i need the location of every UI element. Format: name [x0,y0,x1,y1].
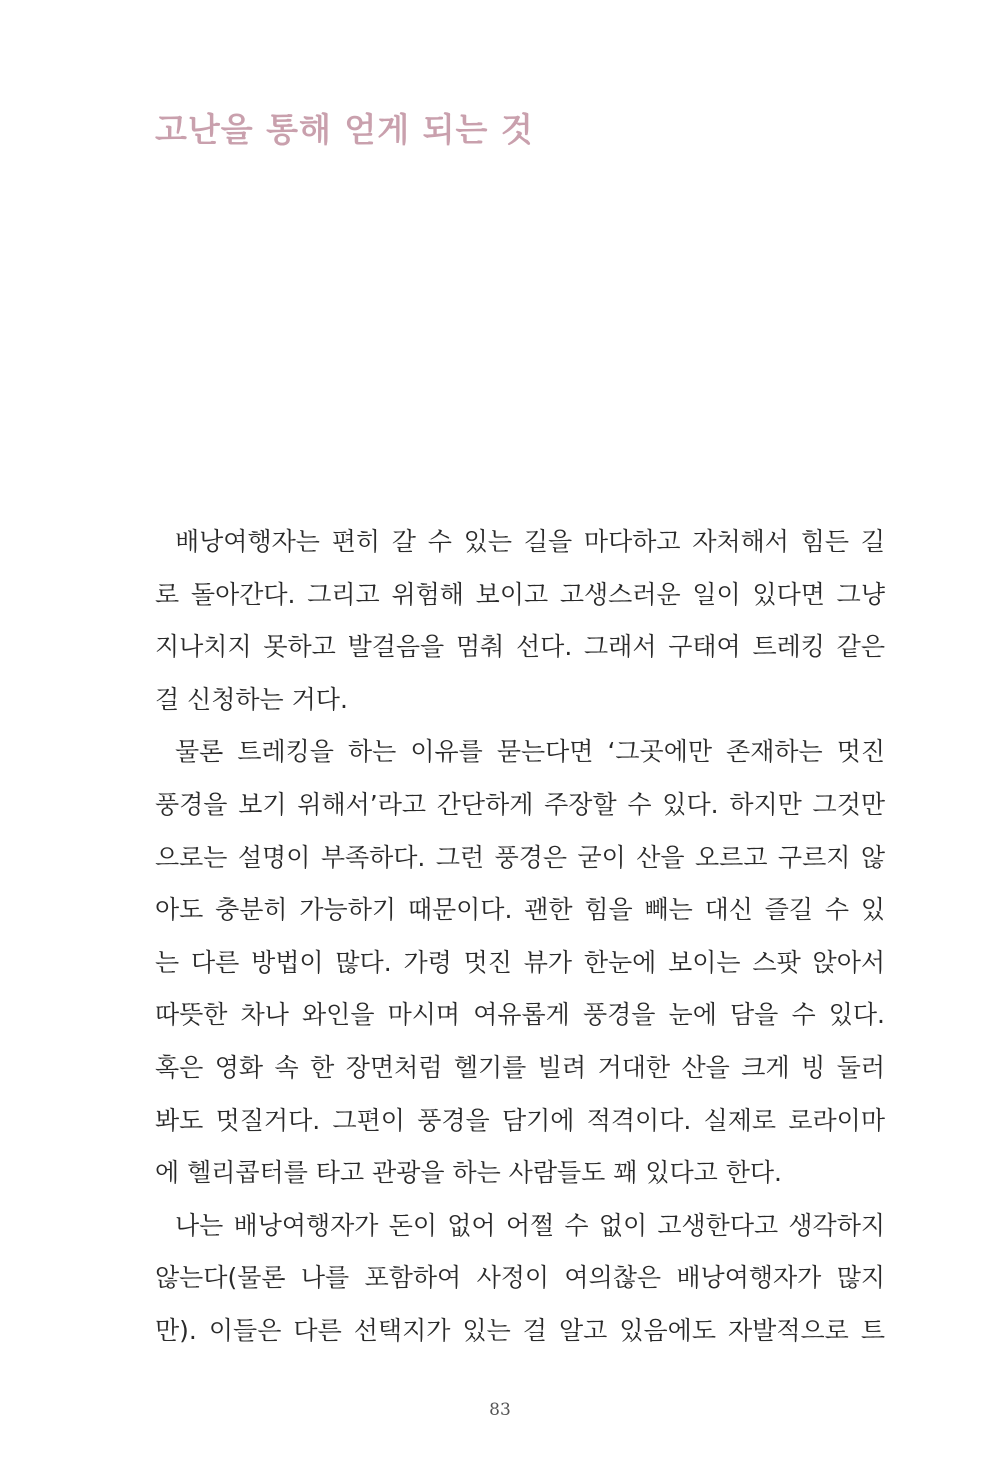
text-line: 않는다(물론 나를 포함하여 사정이 여의찮은 배낭여행자가 많지 [155,1263,885,1293]
text-line: 풍경을 보기 위해서’라고 간단하게 주장할 수 있다. 하지만 그것만 [155,789,885,819]
text-line: 는 다른 방법이 많다. 가령 멋진 뷰가 한눈에 보이는 스팟 앉아서 [155,947,885,977]
text-line: 으로는 설명이 부족하다. 그런 풍경은 굳이 산을 오르고 구르지 않 [155,842,885,872]
text-line: 걸 신청하는 거다. [155,684,348,714]
chapter-title: 고난을 통해 얻게 되는 것 [155,110,534,149]
text-line: 로 돌아간다. 그리고 위험해 보이고 고생스러운 일이 있다면 그냥 [155,579,885,609]
text-line: 배낭여행자는 편히 갈 수 있는 길을 마다하고 자처해서 힘든 길 [175,527,885,556]
text-line: 따뜻한 차나 와인을 마시며 여유롭게 풍경을 눈에 담을 수 있다. [155,1000,885,1030]
text-line: 혹은 영화 속 한 장면처럼 헬기를 빌려 거대한 산을 크게 빙 둘러 [155,1052,885,1082]
body-text [155,516,885,1358]
text-line: 만). 이들은 다른 선택지가 있는 걸 알고 있음에도 자발적으로 트 [155,1315,885,1345]
text-line: 나는 배낭여행자가 돈이 없어 어쩔 수 없이 고생한다고 생각하지 [175,1210,885,1240]
text-line: 봐도 멋질거다. 그편이 풍경을 담기에 적격이다. 실제로 로라이마 [155,1105,885,1135]
text-line: 물론 트레킹을 하는 이유를 묻는다면 ‘그곳에만 존재하는 멋진 [175,737,885,767]
text-line: 에 헬리콥터를 타고 관광을 하는 사람들도 꽤 있다고 한다. [155,1158,782,1188]
text-line: 아도 충분히 가능하기 때문이다. 괜한 힘을 빼는 대신 즐길 수 있 [155,895,885,925]
page-number: 83 [489,1400,511,1420]
text-line: 지나치지 못하고 발걸음을 멈춰 선다. 그래서 구태여 트레킹 같은 [155,632,885,662]
